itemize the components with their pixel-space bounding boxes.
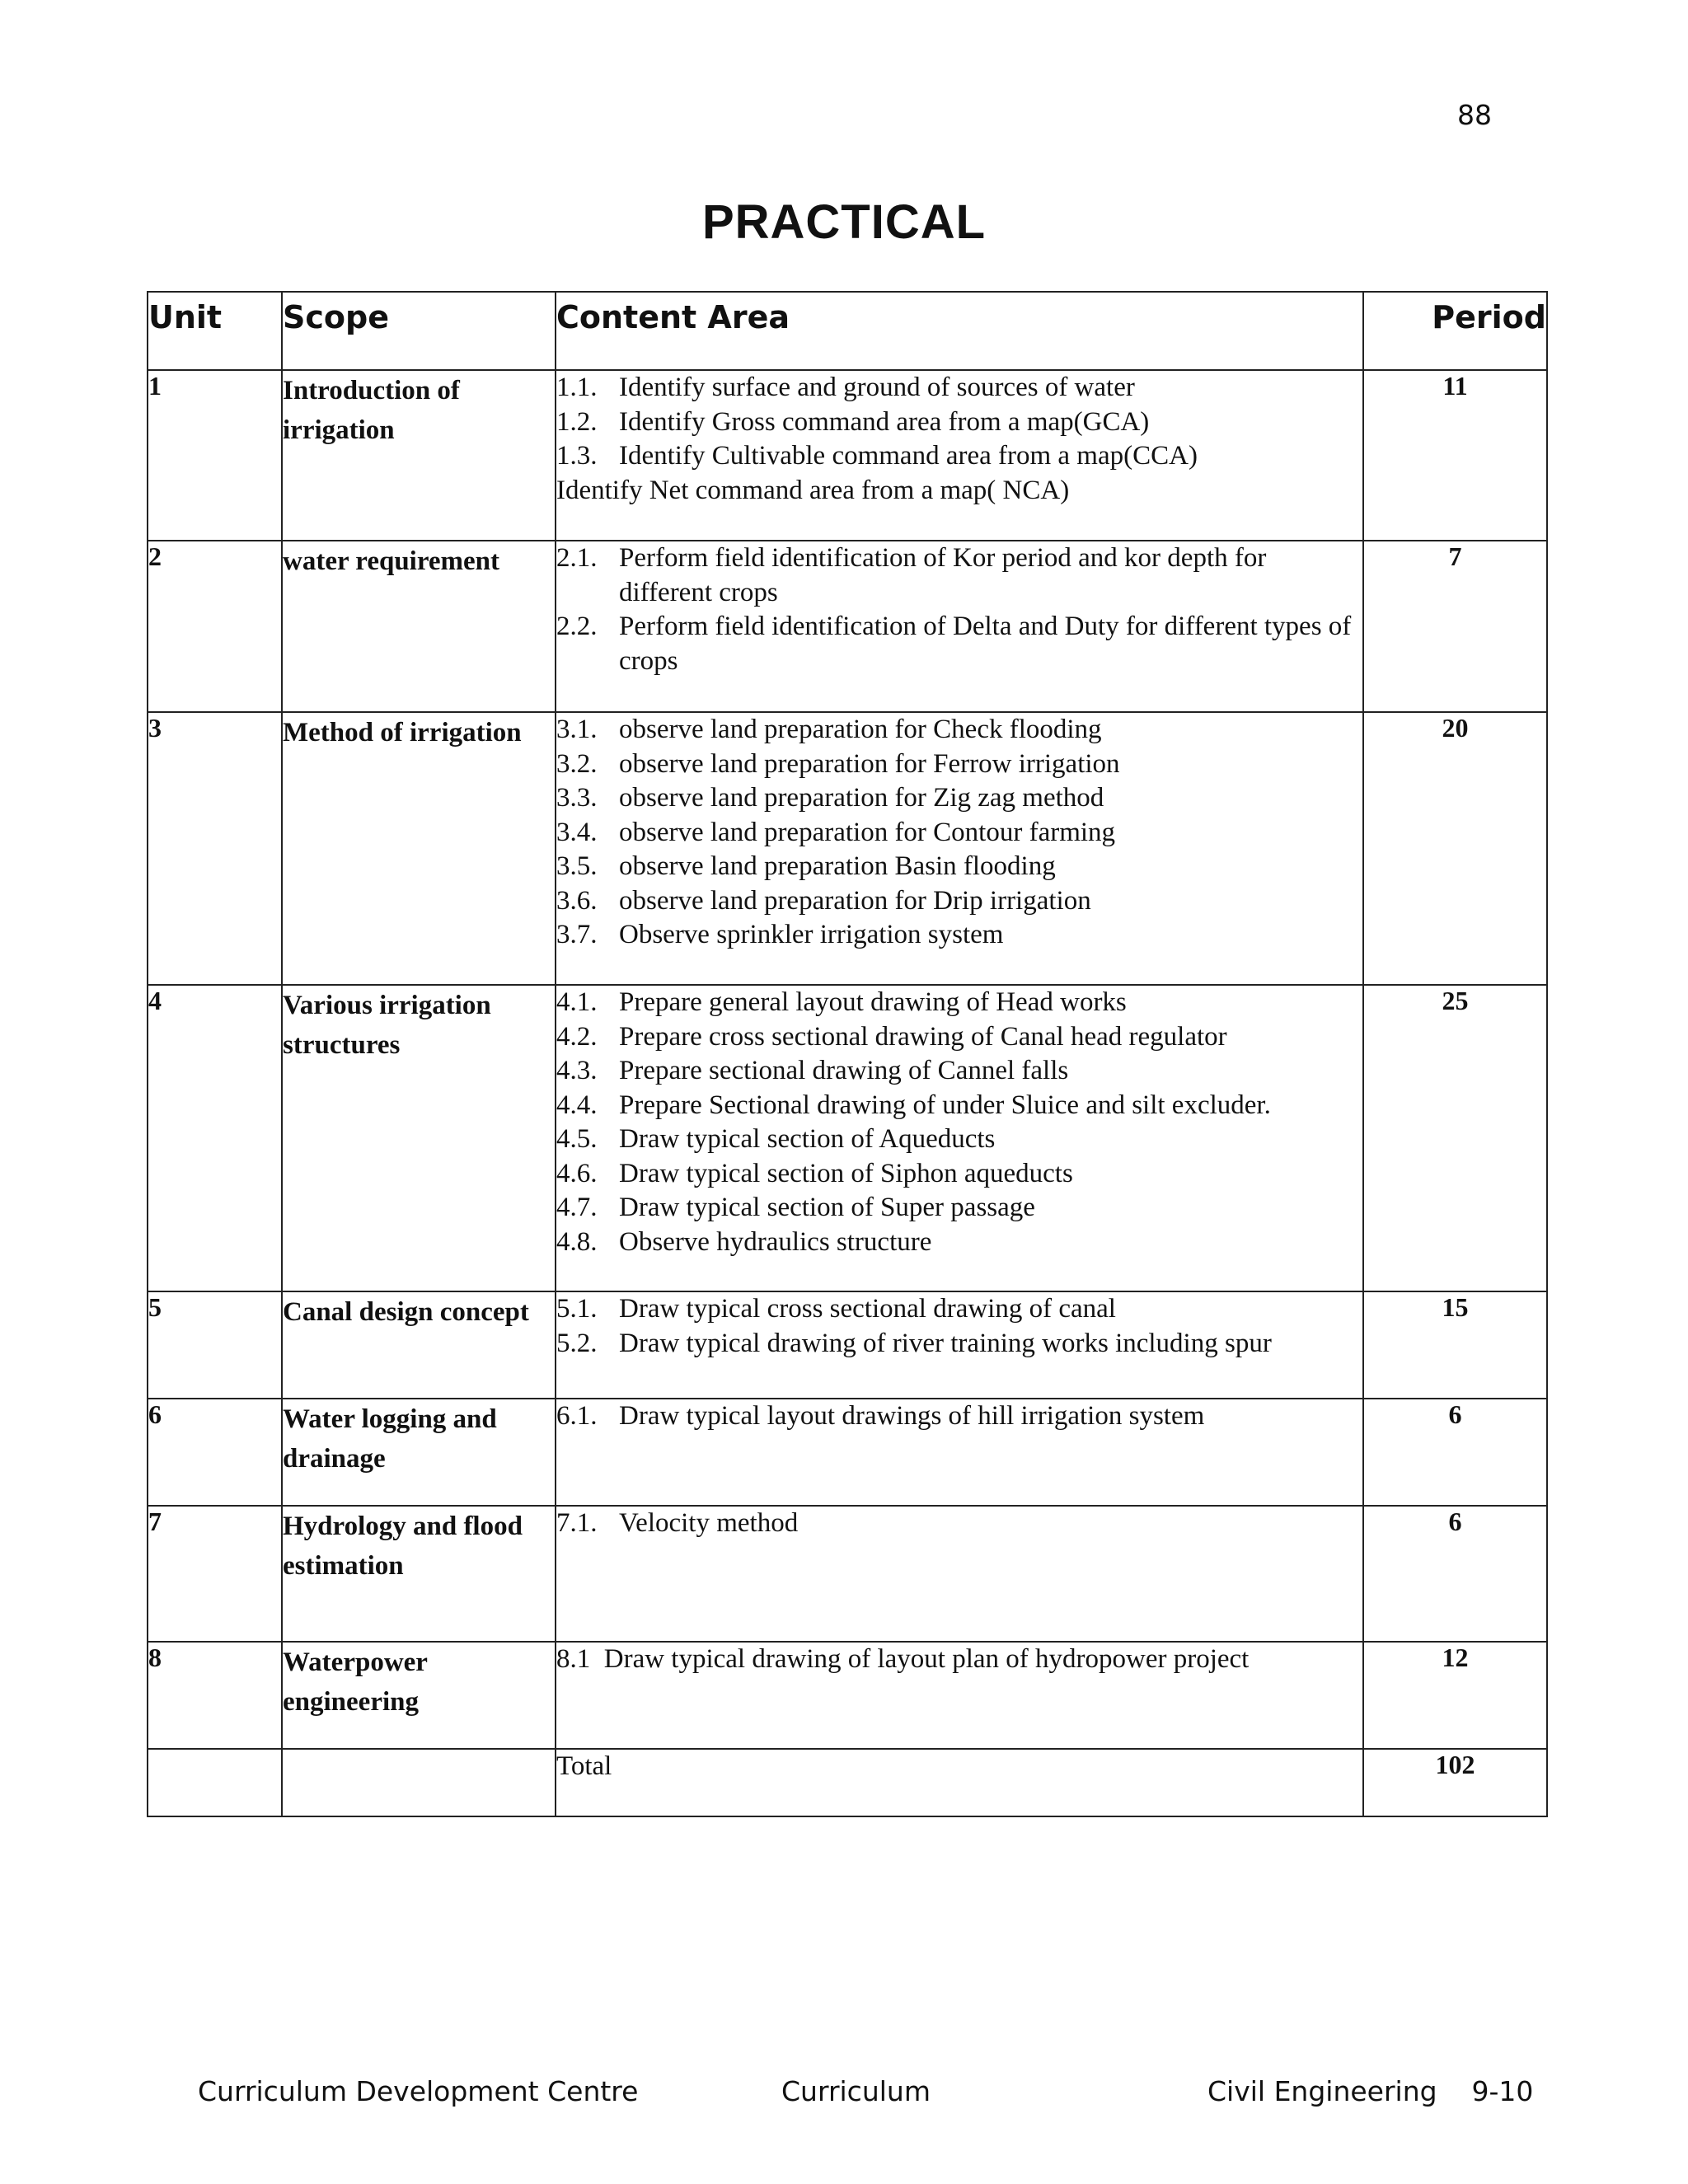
content-item <box>556 1089 1362 1123</box>
content-item-number: 4.1. <box>556 987 598 1017</box>
content-item-number: 3.4. <box>556 817 598 847</box>
content-area-cell <box>556 541 1363 712</box>
content-item <box>556 713 1362 748</box>
unit-cell: 1 <box>148 370 282 541</box>
content-item <box>556 781 1362 816</box>
content-area-cell <box>556 1399 1363 1506</box>
content-item-text: Observe hydraulics structure <box>619 1226 932 1257</box>
content-item <box>556 1507 1362 1541</box>
scope-cell: Waterpower engineering <box>282 1642 556 1749</box>
content-item <box>556 1399 1362 1434</box>
total-label: Total <box>556 1749 1363 1816</box>
table-row <box>148 1291 1547 1399</box>
empty-cell <box>282 1749 556 1816</box>
period-cell: 6 <box>1363 1506 1547 1642</box>
content-item-text: Prepare general layout drawing of Head works <box>619 987 1127 1017</box>
content-item-number: 4.6. <box>556 1158 598 1188</box>
footer-left: Curriculum Development Centre <box>198 2075 639 2107</box>
content-item-text: Perform field identification of Kor period and kor depth for different crops <box>619 543 1267 607</box>
content-item <box>556 1292 1362 1327</box>
content-item <box>556 541 1362 610</box>
content-item <box>556 918 1362 953</box>
content-area-cell <box>556 1291 1363 1399</box>
content-item-text: Observe sprinkler irrigation system <box>619 920 1004 949</box>
content-item <box>556 1122 1362 1157</box>
content-area-cell <box>556 712 1363 985</box>
content-area-cell <box>556 1642 1363 1749</box>
content-item-number: 4.5. <box>556 1124 598 1154</box>
content-item-number: 3.7. <box>556 920 598 949</box>
content-item <box>556 1327 1362 1361</box>
content-item-text: Prepare cross sectional drawing of Canal head regulator <box>619 1021 1227 1052</box>
content-item <box>556 405 1362 440</box>
scope-cell: Hydrology and flood estimation <box>282 1506 556 1642</box>
content-item-number: 4.3. <box>556 1056 598 1085</box>
content-item-number: 4.2. <box>556 1021 598 1052</box>
header-period: Period <box>1363 292 1547 370</box>
content-item-text: Draw typical drawing of river training works including spur <box>619 1328 1272 1358</box>
content-item: 8.1 Draw typical drawing of layout plan of hydropower project <box>556 1644 1250 1674</box>
unit-cell: 6 <box>148 1399 282 1506</box>
content-item-number: 5.1. <box>556 1294 598 1324</box>
unit-cell: 3 <box>148 712 282 985</box>
table-body <box>148 370 1547 1816</box>
table-row <box>148 1399 1547 1506</box>
content-item <box>556 748 1362 782</box>
page-number: 88 <box>1457 99 1492 131</box>
content-item <box>556 986 1362 1020</box>
content-item-number: 3.5. <box>556 851 598 881</box>
content-item-number: 1.2. <box>556 406 598 437</box>
content-item-text: Prepare sectional drawing of Cannel falls <box>619 1056 1069 1085</box>
content-item-number: 6.1. <box>556 1401 598 1431</box>
content-item-text: observe land preparation for Ferrow irrigation <box>619 748 1120 779</box>
content-item-text: Identify Cultivable command area from a map(CCA) <box>619 441 1198 471</box>
content-item-number: 4.4. <box>556 1090 598 1120</box>
content-item <box>556 610 1362 678</box>
unit-cell: 2 <box>148 541 282 712</box>
content-item-number: 3.2. <box>556 748 598 779</box>
header-scope: Scope <box>282 292 556 370</box>
footer-center: Curriculum <box>781 2075 931 2107</box>
content-area-cell <box>556 1506 1363 1642</box>
content-item-text: Identify Gross command area from a map(GCA) <box>619 406 1150 437</box>
content-item <box>556 1054 1362 1089</box>
content-area-cell <box>556 985 1363 1291</box>
content-item-text: Velocity method <box>619 1508 799 1538</box>
period-cell: 7 <box>1363 541 1547 712</box>
unit-cell: 8 <box>148 1642 282 1749</box>
content-item-text: Draw typical cross sectional drawing of canal <box>619 1294 1116 1324</box>
content-item <box>556 884 1362 919</box>
content-item <box>556 1020 1362 1055</box>
content-item-number: 3.3. <box>556 783 598 813</box>
period-cell: 6 <box>1363 1399 1547 1506</box>
unit-cell: 7 <box>148 1506 282 1642</box>
header-unit: Unit <box>148 292 282 370</box>
period-cell: 15 <box>1363 1291 1547 1399</box>
content-item-text: observe land preparation for Contour farming <box>619 817 1116 847</box>
content-item-number: 3.6. <box>556 885 598 916</box>
content-item-text: Draw typical section of Aqueducts <box>619 1124 996 1154</box>
scope-cell: Introduction of irrigation <box>282 370 556 541</box>
period-cell: 12 <box>1363 1642 1547 1749</box>
period-cell: 25 <box>1363 985 1547 1291</box>
content-item-number: 7.1. <box>556 1508 598 1538</box>
table-row <box>148 712 1547 985</box>
content-item-text: observe land preparation for Drip irrigation <box>619 885 1091 916</box>
content-item-number: 1.3. <box>556 441 598 471</box>
content-item <box>556 850 1362 884</box>
scope-cell: Canal design concept <box>282 1291 556 1399</box>
content-item-number: 4.7. <box>556 1193 598 1222</box>
table-row <box>148 1642 1547 1749</box>
content-item: Identify Net command area from a map( NCA) <box>556 475 1070 505</box>
content-item-text: Identify surface and ground of sources of water <box>619 373 1135 402</box>
table-header-row <box>148 292 1547 370</box>
table-row <box>148 1506 1547 1642</box>
unit-cell: 4 <box>148 985 282 1291</box>
header-content-area: Content Area <box>556 292 1363 370</box>
content-item <box>556 371 1362 405</box>
total-period: 102 <box>1363 1749 1547 1816</box>
content-item-number: 2.2. <box>556 612 598 641</box>
content-item <box>556 439 1362 474</box>
empty-cell <box>148 1749 282 1816</box>
period-cell: 11 <box>1363 370 1547 541</box>
content-area-cell <box>556 370 1363 541</box>
content-item-text: Perform field identification of Delta and Duty for different types of crops <box>619 612 1352 676</box>
scope-cell: Various irrigation structures <box>282 985 556 1291</box>
scope-cell: Method of irrigation <box>282 712 556 985</box>
table-row <box>148 985 1547 1291</box>
content-item-text: Draw typical section of Super passage <box>619 1193 1035 1222</box>
content-item-text: observe land preparation for Zig zag method <box>619 783 1104 813</box>
practical-table <box>147 291 1548 1817</box>
total-row <box>148 1749 1547 1816</box>
scope-cell: Water logging and drainage <box>282 1399 556 1506</box>
table-row <box>148 541 1547 712</box>
content-item-number: 1.1. <box>556 373 598 402</box>
content-item-text: Draw typical section of Siphon aqueducts <box>619 1158 1073 1188</box>
content-item <box>556 1191 1362 1226</box>
content-item-number: 3.1. <box>556 715 598 744</box>
period-cell: 20 <box>1363 712 1547 985</box>
scope-cell: water requirement <box>282 541 556 712</box>
footer-right: Civil Engineering 9-10 <box>1207 2075 1534 2107</box>
content-item-number: 5.2. <box>556 1328 598 1358</box>
content-item <box>556 816 1362 851</box>
unit-cell: 5 <box>148 1291 282 1399</box>
content-item-text: Draw typical layout drawings of hill irrigation system <box>619 1401 1205 1431</box>
content-item-number: 2.1. <box>556 543 598 573</box>
content-item-text: Prepare Sectional drawing of under Sluice and silt excluder. <box>619 1090 1271 1120</box>
content-item-number: 4.8. <box>556 1226 598 1257</box>
page-title: PRACTICAL <box>701 195 987 249</box>
content-item-text: observe land preparation for Check flooding <box>619 715 1102 744</box>
content-item-text: observe land preparation Basin flooding <box>619 851 1056 881</box>
table-row <box>148 370 1547 541</box>
content-item <box>556 1226 1362 1260</box>
content-item <box>556 1157 1362 1192</box>
